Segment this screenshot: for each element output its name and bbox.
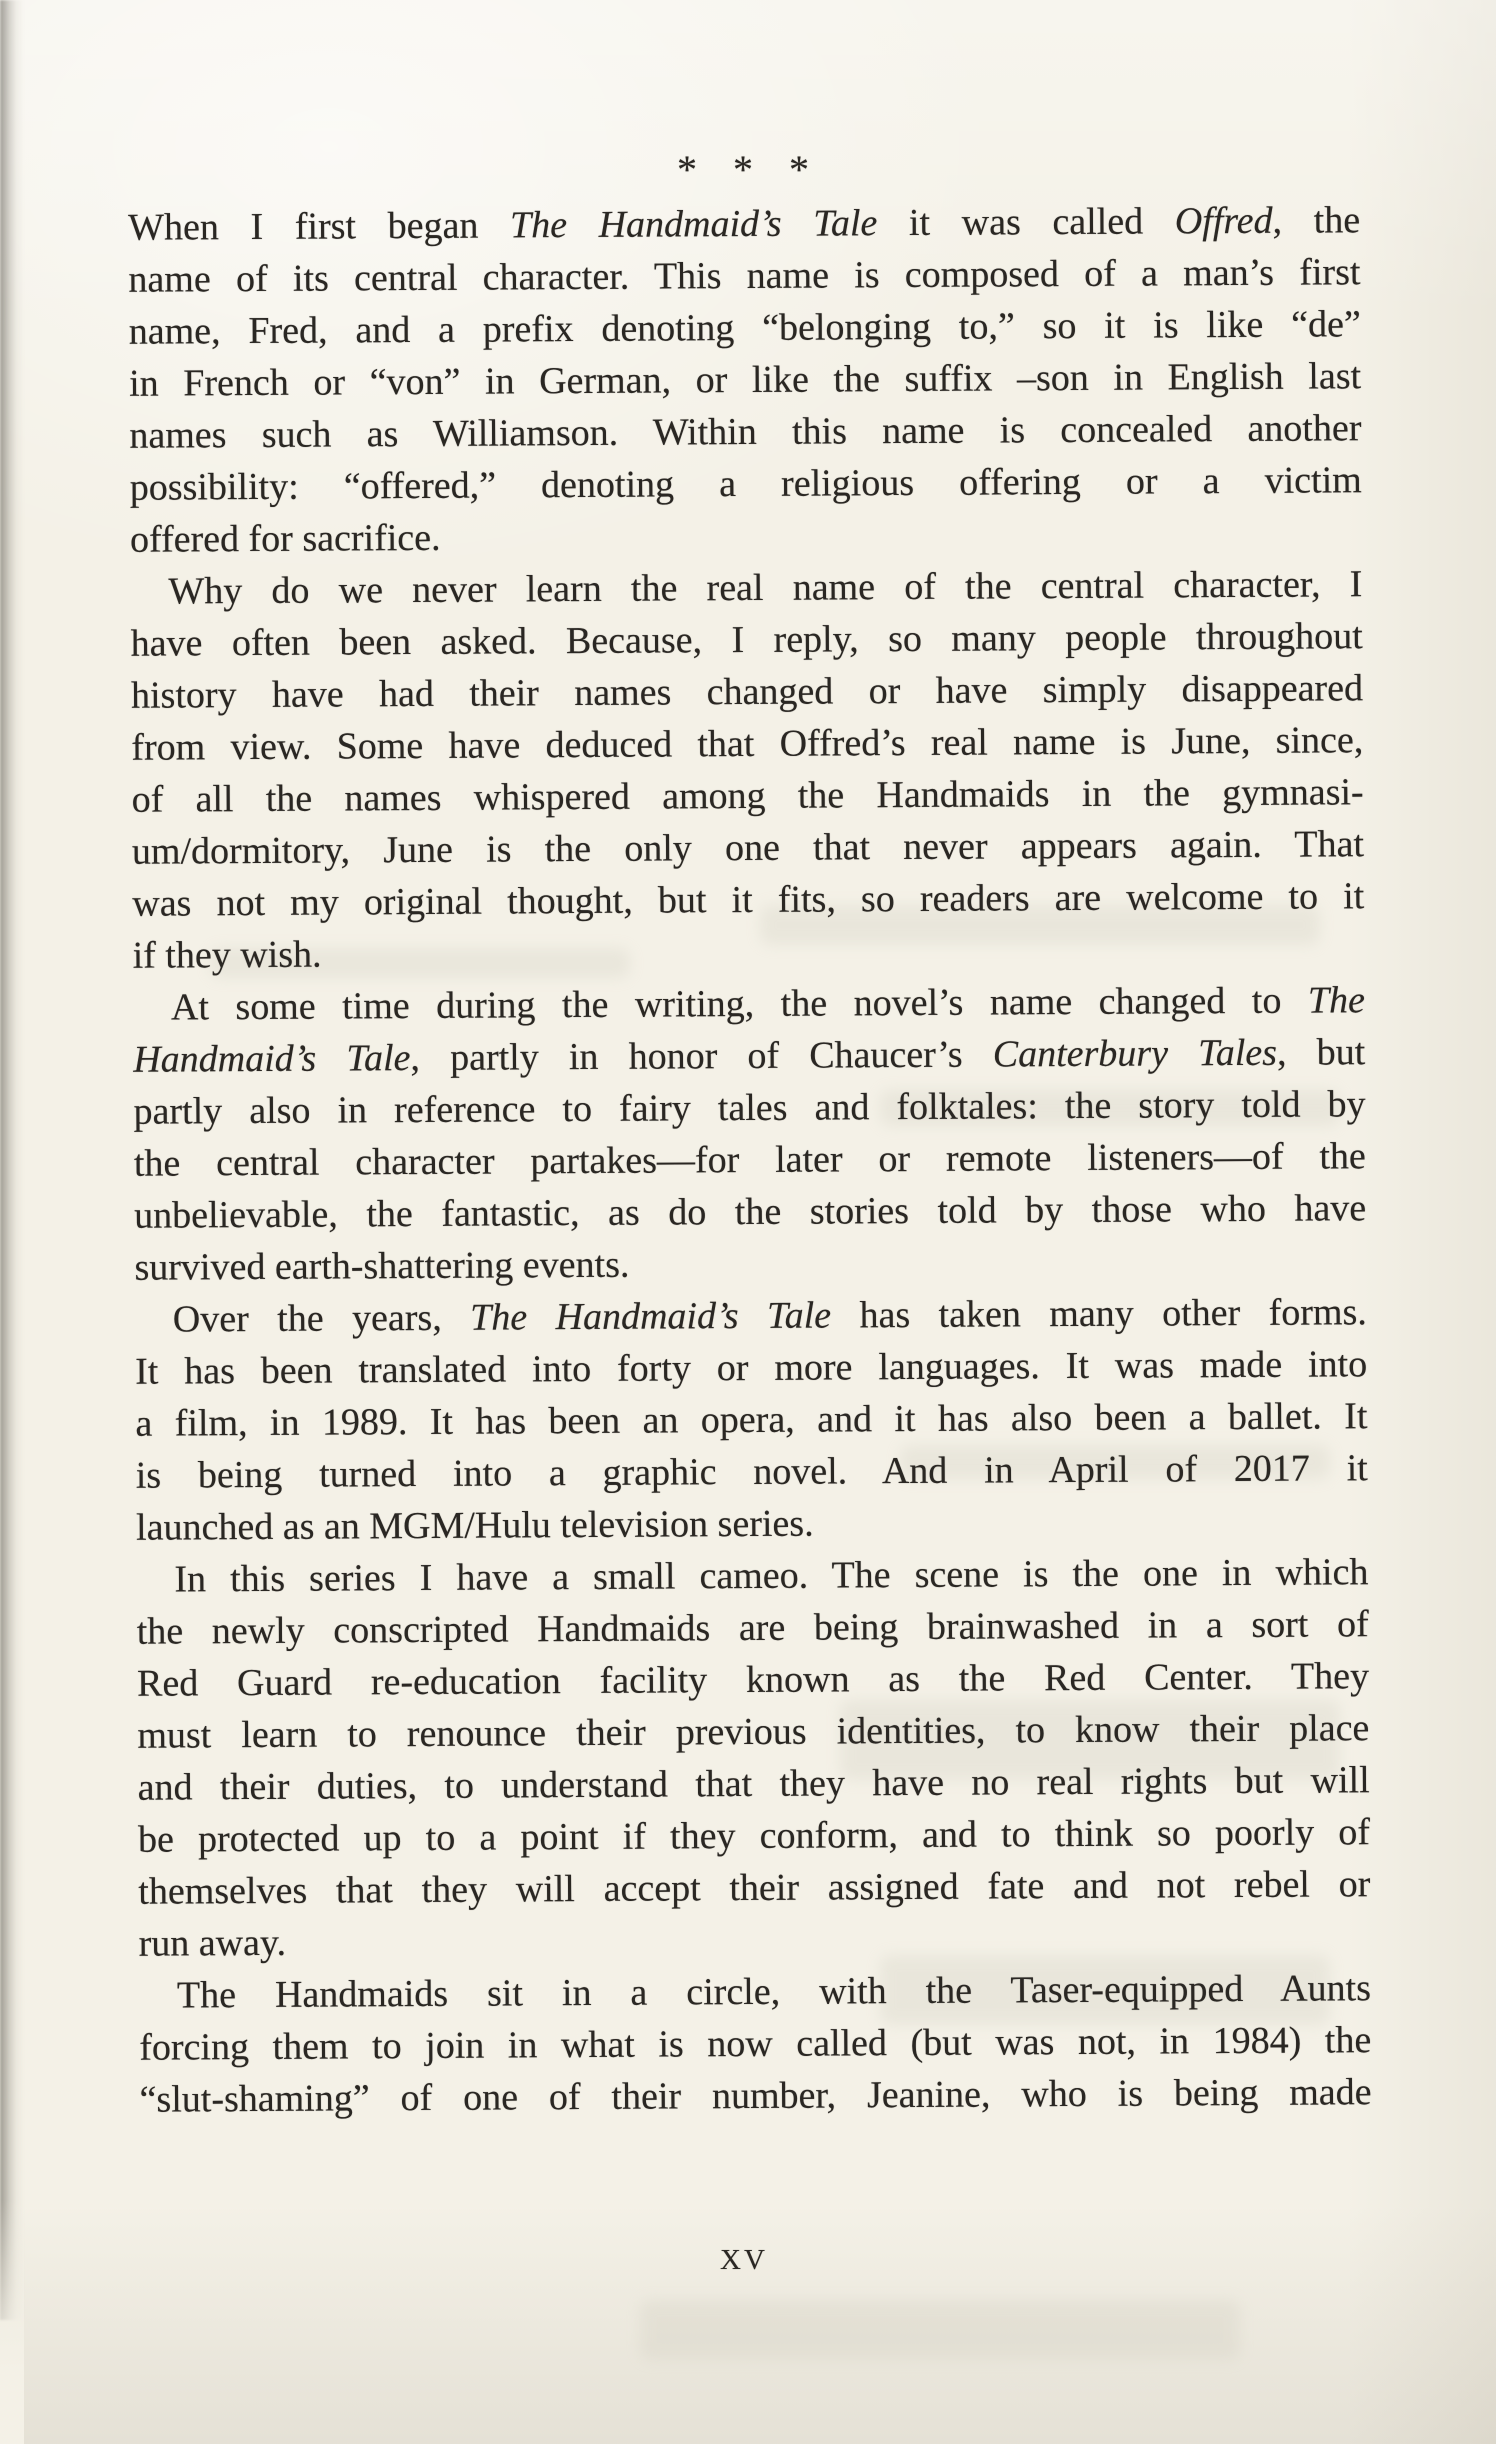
text-line bbox=[130, 454, 1362, 514]
text-line bbox=[134, 1234, 1366, 1294]
page-left-edge-shadow bbox=[0, 0, 24, 2320]
text-segment: if they wish. bbox=[132, 933, 322, 977]
text-line bbox=[129, 298, 1361, 358]
text-segment: in French or “von” in German, or like the suffix –son in English last bbox=[128, 355, 1362, 405]
text-line bbox=[130, 506, 1362, 566]
text-line bbox=[132, 818, 1364, 878]
page-left-edge-fade bbox=[0, 2200, 24, 2444]
text-segment: Over the years, bbox=[172, 1296, 471, 1341]
italic-text-segment: Canterbury Tales bbox=[992, 1031, 1278, 1076]
text-segment: survived earth-shattering events. bbox=[134, 1243, 630, 1289]
text-line bbox=[137, 1598, 1369, 1658]
section-break-ornament: * * * bbox=[677, 147, 811, 192]
text-line bbox=[128, 246, 1360, 306]
text-line bbox=[132, 922, 1364, 982]
text-line bbox=[132, 870, 1364, 930]
text-line bbox=[129, 402, 1361, 462]
text-segment: the central character partakes—for later or remote listeners—of the bbox=[133, 1135, 1366, 1185]
italic-text-segment: Offred bbox=[1174, 199, 1273, 243]
text-segment: , partly in honor of Chaucer’s bbox=[410, 1033, 993, 1080]
text-line bbox=[138, 1910, 1370, 1970]
text-segment: was not my original thought, but it fits, so readers are welcome to it bbox=[132, 875, 1365, 925]
text-segment: launched as an MGM/Hulu television series. bbox=[135, 1502, 814, 1549]
text-line bbox=[133, 974, 1365, 1034]
text-segment: and their duties, to understand that they have no real rights but will bbox=[137, 1759, 1370, 1809]
italic-text-segment: The bbox=[1307, 979, 1366, 1022]
italic-text-segment: Handmaid’s Tale bbox=[133, 1037, 411, 1081]
italic-text-segment: The Handmaid’s Tale bbox=[470, 1294, 832, 1339]
text-segment: history have had their names changed or have simply disappeared bbox=[130, 667, 1364, 717]
text-segment: , but bbox=[1276, 1031, 1366, 1074]
page-number: XV bbox=[720, 2244, 768, 2276]
text-line bbox=[139, 2014, 1371, 2074]
text-segment: unbelievable, the fantastic, as do the stories told by those who have bbox=[134, 1187, 1367, 1237]
text-line bbox=[128, 194, 1360, 254]
text-segment: of all the names whispered among the Handmaids in the gymnasi- bbox=[131, 771, 1364, 821]
text-line bbox=[137, 1702, 1369, 1762]
text-segment: has taken many other forms. bbox=[830, 1291, 1367, 1337]
text-segment: it was called bbox=[877, 200, 1175, 245]
text-segment: Red Guard re-education facility known as the Red Center. They bbox=[136, 1655, 1370, 1705]
text-line bbox=[139, 2066, 1371, 2126]
text-segment: At some time during the writing, the novel’s name changed to bbox=[170, 979, 1309, 1029]
text-line bbox=[138, 1858, 1370, 1918]
text-line bbox=[139, 1962, 1371, 2022]
text-line bbox=[138, 1806, 1370, 1866]
text-segment: name, Fred, and a prefix denoting “belonging to,” so it is like “de” bbox=[128, 303, 1361, 353]
text-segment: partly also in reference to fairy tales and folktales: the story told by bbox=[133, 1083, 1366, 1133]
text-line bbox=[131, 714, 1363, 774]
text-line bbox=[130, 558, 1362, 618]
text-segment: offered for sacrifice. bbox=[129, 516, 441, 561]
text-segment: , the bbox=[1272, 199, 1361, 242]
text-segment: is being turned into a graphic novel. And in April of 2017 it bbox=[135, 1447, 1368, 1497]
text-segment: a film, in 1989. It has been an opera, and it has also been a ballet. It bbox=[135, 1395, 1368, 1445]
text-segment: Why do we never learn the real name of the central character, I bbox=[168, 563, 1363, 613]
text-segment: “slut-shaming” of one of their number, Jeanine, who is being made bbox=[139, 2071, 1372, 2121]
text-line bbox=[135, 1338, 1367, 1398]
text-line bbox=[136, 1494, 1368, 1554]
text-segment: be protected up to a point if they conform, and to think so poorly of bbox=[137, 1811, 1371, 1861]
text-line bbox=[135, 1286, 1367, 1346]
italic-text-segment: The Handmaid’s Tale bbox=[509, 202, 878, 247]
text-line bbox=[133, 1026, 1365, 1086]
text-segment: It has been translated into forty or more languages. It was made into bbox=[135, 1343, 1368, 1393]
text-segment: name of its central character. This name is composed of a man’s first bbox=[128, 251, 1361, 301]
text-segment: run away. bbox=[138, 1921, 287, 1965]
text-segment: must learn to renounce their previous identities, to know their place bbox=[137, 1707, 1370, 1757]
text-segment: have often been asked. Because, I reply, so many people throughout bbox=[130, 615, 1363, 665]
text-segment: The Handmaids sit in a circle, with the Taser-equipped Aunts bbox=[176, 1967, 1372, 2017]
text-segment: In this series I have a small cameo. The scene is the one in which bbox=[174, 1551, 1369, 1601]
text-line bbox=[134, 1130, 1366, 1190]
text-segment: um/dormitory, June is the only one that never appears again. That bbox=[131, 823, 1365, 873]
text-segment: the newly conscripted Handmaids are being brainwashed in a sort of bbox=[136, 1603, 1369, 1653]
text-line bbox=[136, 1546, 1368, 1606]
text-segment: forcing them to join in what is now called (but was not, in 1984) the bbox=[139, 2019, 1372, 2069]
text-line bbox=[137, 1650, 1369, 1710]
text-segment: themselves that they will accept their assigned fate and not rebel or bbox=[138, 1863, 1371, 1913]
text-line bbox=[132, 766, 1364, 826]
bleed-through-ghost bbox=[640, 2300, 1240, 2360]
text-line bbox=[134, 1182, 1366, 1242]
text-line bbox=[135, 1390, 1367, 1450]
text-line bbox=[131, 662, 1363, 722]
text-segment: possibility: “offered,” denoting a religious offering or a victim bbox=[129, 459, 1362, 509]
text-line bbox=[136, 1442, 1368, 1502]
text-segment: names such as Williamson. Within this name is concealed another bbox=[129, 407, 1362, 457]
text-line bbox=[129, 350, 1361, 410]
text-segment: When I first began bbox=[128, 204, 511, 249]
text-line bbox=[131, 610, 1363, 670]
text-line bbox=[133, 1078, 1365, 1138]
text-segment: from view. Some have deduced that Offred’s real name is June, since, bbox=[131, 719, 1364, 769]
body-text-block bbox=[128, 194, 1372, 2125]
text-line bbox=[138, 1754, 1370, 1814]
